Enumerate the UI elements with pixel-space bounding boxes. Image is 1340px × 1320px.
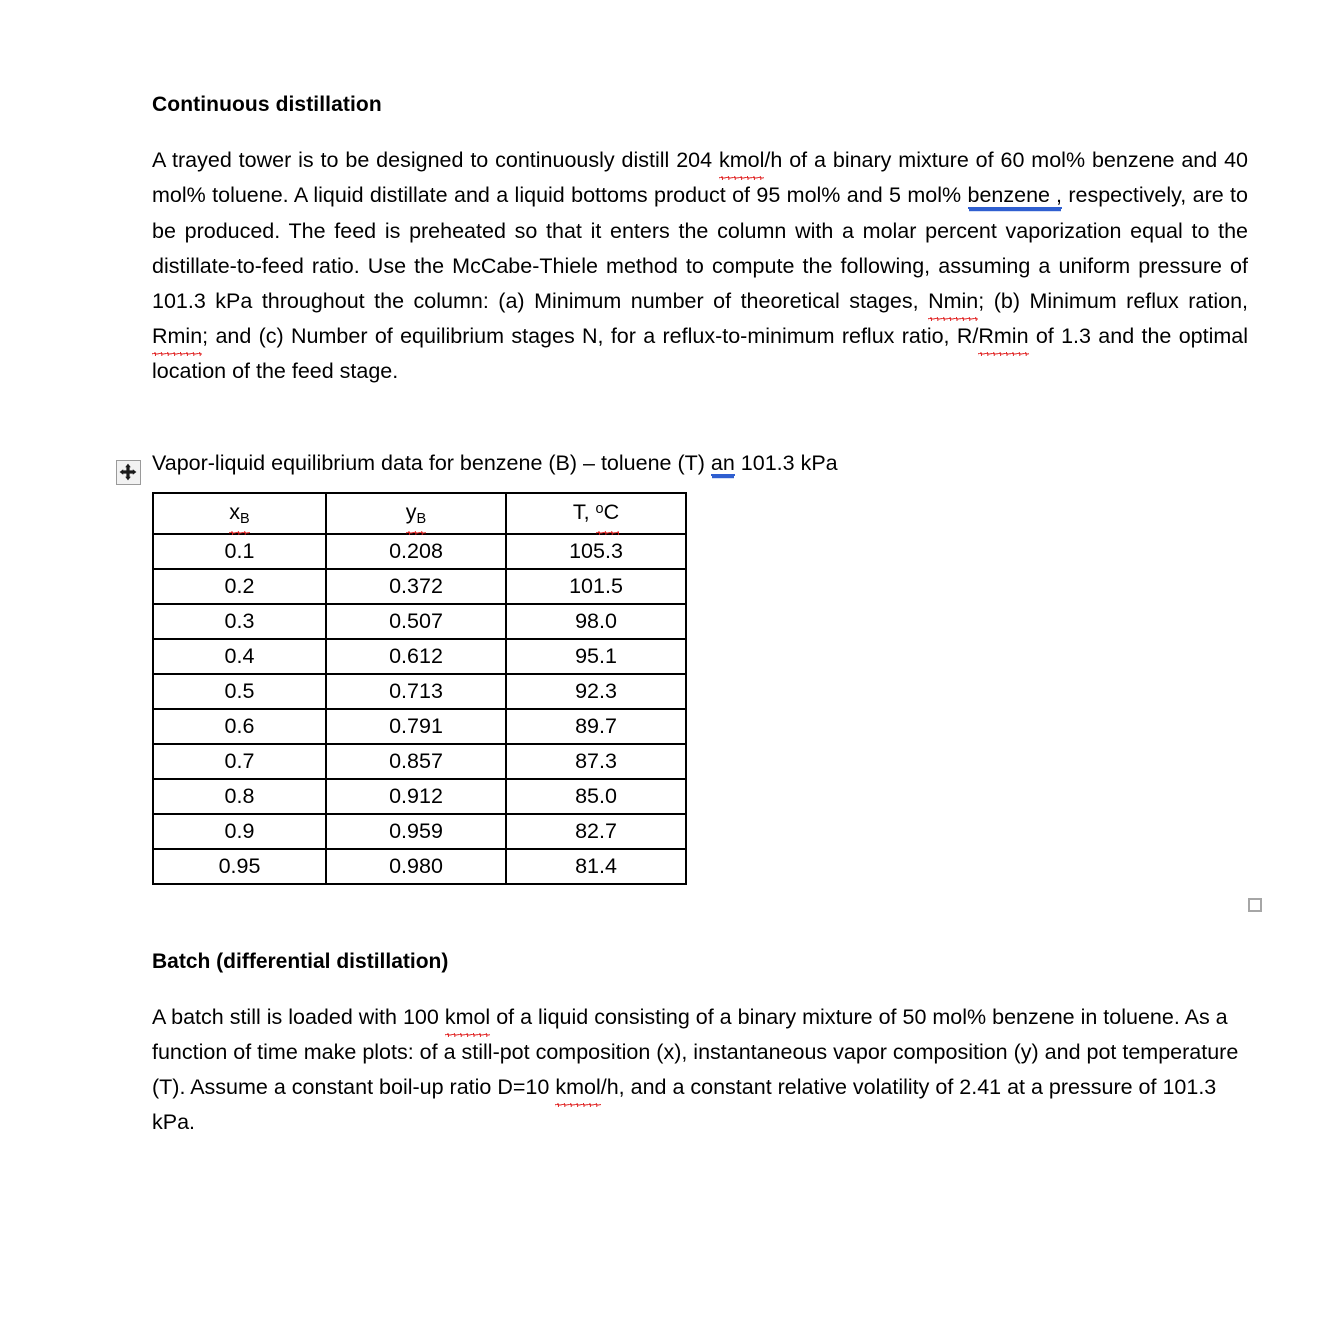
batch-section-spacer	[152, 885, 1248, 949]
cell-y: 0.372	[326, 569, 506, 604]
para2-text-part-1: A batch still is loaded with 100	[152, 1004, 445, 1029]
header-xb-base: x	[229, 499, 241, 524]
spellcheck-kmol-2: kmol	[445, 1000, 490, 1035]
vle-table-wrapper	[152, 492, 1248, 885]
para1-text-part-4: ; (b) Minimum reflux ration,	[978, 289, 1248, 313]
para1-text-part-1: A trayed tower is to be designed to continuously distill 204	[152, 148, 719, 173]
header-temp-prefix: T,	[572, 499, 596, 524]
cell-T: 81.4	[506, 849, 686, 884]
cell-y: 0.857	[326, 744, 506, 779]
table-row	[153, 744, 686, 779]
batch-distillation-paragraph	[152, 1000, 1248, 1141]
cell-T: 87.3	[506, 744, 686, 779]
table-row	[153, 674, 686, 709]
header-cell-temperature	[506, 493, 686, 534]
cell-y: 0.208	[326, 534, 506, 569]
caption-text-part-1: Vapor-liquid equilibrium data for benzene (B) – toluene (T)	[152, 450, 711, 475]
cell-T: 85.0	[506, 779, 686, 814]
cell-T: 95.1	[506, 639, 686, 674]
para1-text-part-3: respectively, are to be produced. The feed is preheated so that it enters the column with a molar percent vaporization equal to the distillate-to-feed ratio. Use the McCabe-Thiele method to compute the following, assuming a uniform pressure of 101.3 kPa throughout the column: (a) Minimum number of theoretical stages,	[152, 183, 1248, 313]
para1-text-part-6: of 1.3 and the optimal location of the feed stage.	[152, 324, 1248, 384]
cell-y: 0.713	[326, 674, 506, 709]
vle-data-table	[152, 492, 687, 885]
header-yb-subscript: B	[416, 510, 427, 527]
cell-x: 0.7	[153, 744, 326, 779]
cell-x: 0.4	[153, 639, 326, 674]
table-row	[153, 534, 686, 569]
header-temp-unit	[596, 494, 620, 533]
header-xb-label	[229, 494, 249, 533]
para1-text-part-2: /h of a binary mixture of 60 mol% benzene and 40 mol% toluene. A liquid distillate and a liquid bottoms product of 95 mol% and 5 mol%	[152, 148, 1248, 208]
cell-y: 0.980	[326, 849, 506, 884]
celsius-letter: C	[603, 499, 620, 524]
cell-x: 0.1	[153, 534, 326, 569]
table-row	[153, 709, 686, 744]
para2-text-part-3: /h, and a constant relative volatility of 2.41 at a pressure of 101.3 kPa.	[152, 1075, 1217, 1135]
header-cell-xb	[153, 493, 326, 534]
table-row	[153, 779, 686, 814]
batch-distillation-heading: Batch (differential distillation)	[152, 949, 449, 973]
spellcheck-rmin-2: Rmin	[978, 319, 1028, 354]
header-yb-label	[406, 494, 426, 533]
spellcheck-rmin-1: Rmin	[152, 319, 202, 354]
header-yb-base: y	[405, 499, 417, 524]
cell-T: 101.5	[506, 569, 686, 604]
para1-text-part-5: ; and (c) Number of equilibrium stages N, for a reflux-to-minimum reflux ratio, R/	[202, 324, 979, 349]
cell-y: 0.507	[326, 604, 506, 639]
cell-T: 82.7	[506, 814, 686, 849]
para2-text-part-2: of a liquid consisting of a binary mixture of 50 mol% benzene in toluene. As a function of time make plots: of a still-pot composition (x), instantaneous vapor composition (y) and pot temperature (T). Assume a constant boil-up ratio D=10	[152, 1004, 1239, 1100]
header-cell-yb	[326, 493, 506, 534]
cell-T: 98.0	[506, 604, 686, 639]
table-row	[153, 569, 686, 604]
header-xb-subscript: B	[240, 510, 250, 527]
table-row	[153, 604, 686, 639]
cell-y: 0.791	[326, 709, 506, 744]
vle-table-caption	[152, 448, 1248, 478]
spellcheck-kmol: kmol	[719, 143, 764, 178]
cell-x: 0.5	[153, 674, 326, 709]
cell-y: 0.959	[326, 814, 506, 849]
cell-x: 0.3	[153, 604, 326, 639]
table-resize-handle-icon[interactable]	[1248, 898, 1262, 912]
cell-T: 105.3	[506, 534, 686, 569]
cell-x: 0.2	[153, 569, 326, 604]
table-row	[153, 639, 686, 674]
continuous-distillation-heading: Continuous distillation	[152, 93, 382, 116]
document-content	[152, 92, 1248, 1141]
degree-symbol: o	[595, 500, 604, 517]
spellcheck-kmol-3: kmol	[555, 1070, 600, 1105]
cell-T: 89.7	[506, 709, 686, 744]
table-row	[153, 849, 686, 884]
caption-text-part-2: 101.3 kPa	[734, 450, 838, 475]
table-row	[153, 814, 686, 849]
continuous-distillation-paragraph	[152, 143, 1248, 389]
cell-x: 0.6	[153, 709, 326, 744]
cell-x: 0.95	[153, 849, 326, 884]
cell-y: 0.912	[326, 779, 506, 814]
table-body	[153, 534, 686, 884]
cell-x: 0.9	[153, 814, 326, 849]
cell-x: 0.8	[153, 779, 326, 814]
table-header-row	[153, 493, 686, 534]
grammar-an: an	[710, 450, 735, 475]
cell-T: 92.3	[506, 674, 686, 709]
cell-y: 0.612	[326, 639, 506, 674]
table-move-handle-icon[interactable]	[116, 460, 141, 485]
spellcheck-nmin: Nmin	[928, 284, 978, 319]
grammar-benzene-comma: benzene ,	[967, 183, 1062, 208]
section-spacer	[152, 390, 1248, 448]
